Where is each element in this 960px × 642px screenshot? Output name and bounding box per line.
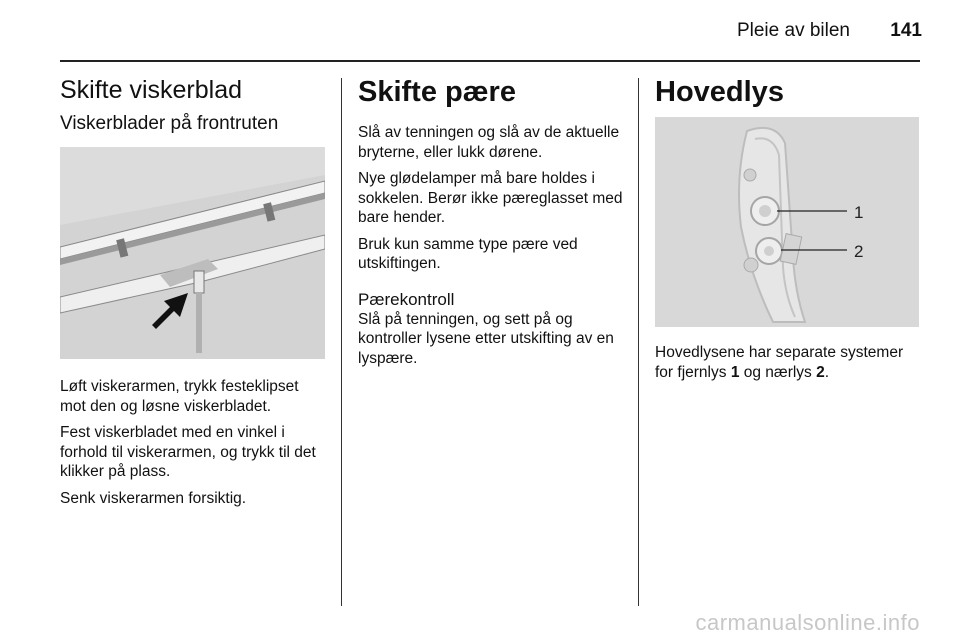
section-heading-headlamp: Hovedlys (655, 76, 784, 108)
callout-2: 2 (854, 242, 864, 261)
bold-ref-2: 2 (816, 363, 825, 381)
column-wiper (60, 76, 325, 515)
watermark: carmanualsonline.info (695, 610, 920, 635)
headlamp-rear-icon (655, 117, 919, 327)
header-title: Pleie av bilen (736, 20, 850, 41)
bold-ref-1: 1 (730, 363, 740, 381)
paragraph: Slå av tenningen og slå av de aktuelle bryterne, eller lukk dørene. (358, 124, 620, 161)
subheading-bulb-check: Pærekontroll (358, 289, 455, 309)
text-run: og nærlys (739, 363, 817, 381)
wiper-blade-arrow-icon (60, 147, 325, 359)
section-heading-wiper: Skifte viskerblad (60, 76, 243, 104)
paragraph: Senk viskerarmen forsiktig. (60, 489, 247, 507)
page-number: 141 (890, 20, 922, 41)
column-divider-2 (638, 78, 639, 606)
paragraph: Bruk kun samme type pære ved utskiftingen. (358, 235, 578, 272)
paragraph: Fest viskerbladet med en vinkel i forhold til viskerarmen, og trykk til det klikker på plass. (60, 424, 316, 480)
header-rule (60, 60, 920, 62)
paragraph: Løft viskerarmen, trykk festeklipset mot den og løsne viskerbladet. (60, 378, 299, 415)
text-run: Hovedlysene har separate systemer for fjernlys (655, 344, 904, 381)
column-headlamp (655, 76, 920, 389)
subheading-windshield: Viskerblader på frontruten (60, 113, 279, 134)
callout-1: 1 (854, 203, 864, 222)
wiper-figure (60, 147, 325, 359)
paragraph: Nye glødelamper må bare holdes i sokkelen. Berør ikke pæreglasset med bare hender. (358, 170, 623, 226)
headlamp-paragraph (655, 343, 920, 382)
paragraph: Slå på tenningen, og sett på og kontroller lysene etter utskifting av en lyspære. (358, 310, 614, 367)
wiper-instructions (60, 377, 325, 508)
column-divider-1 (341, 78, 342, 606)
column-bulb (358, 76, 624, 375)
headlamp-figure (655, 117, 919, 327)
section-heading-bulb: Skifte pære (358, 76, 516, 108)
text-run: . (824, 363, 830, 381)
